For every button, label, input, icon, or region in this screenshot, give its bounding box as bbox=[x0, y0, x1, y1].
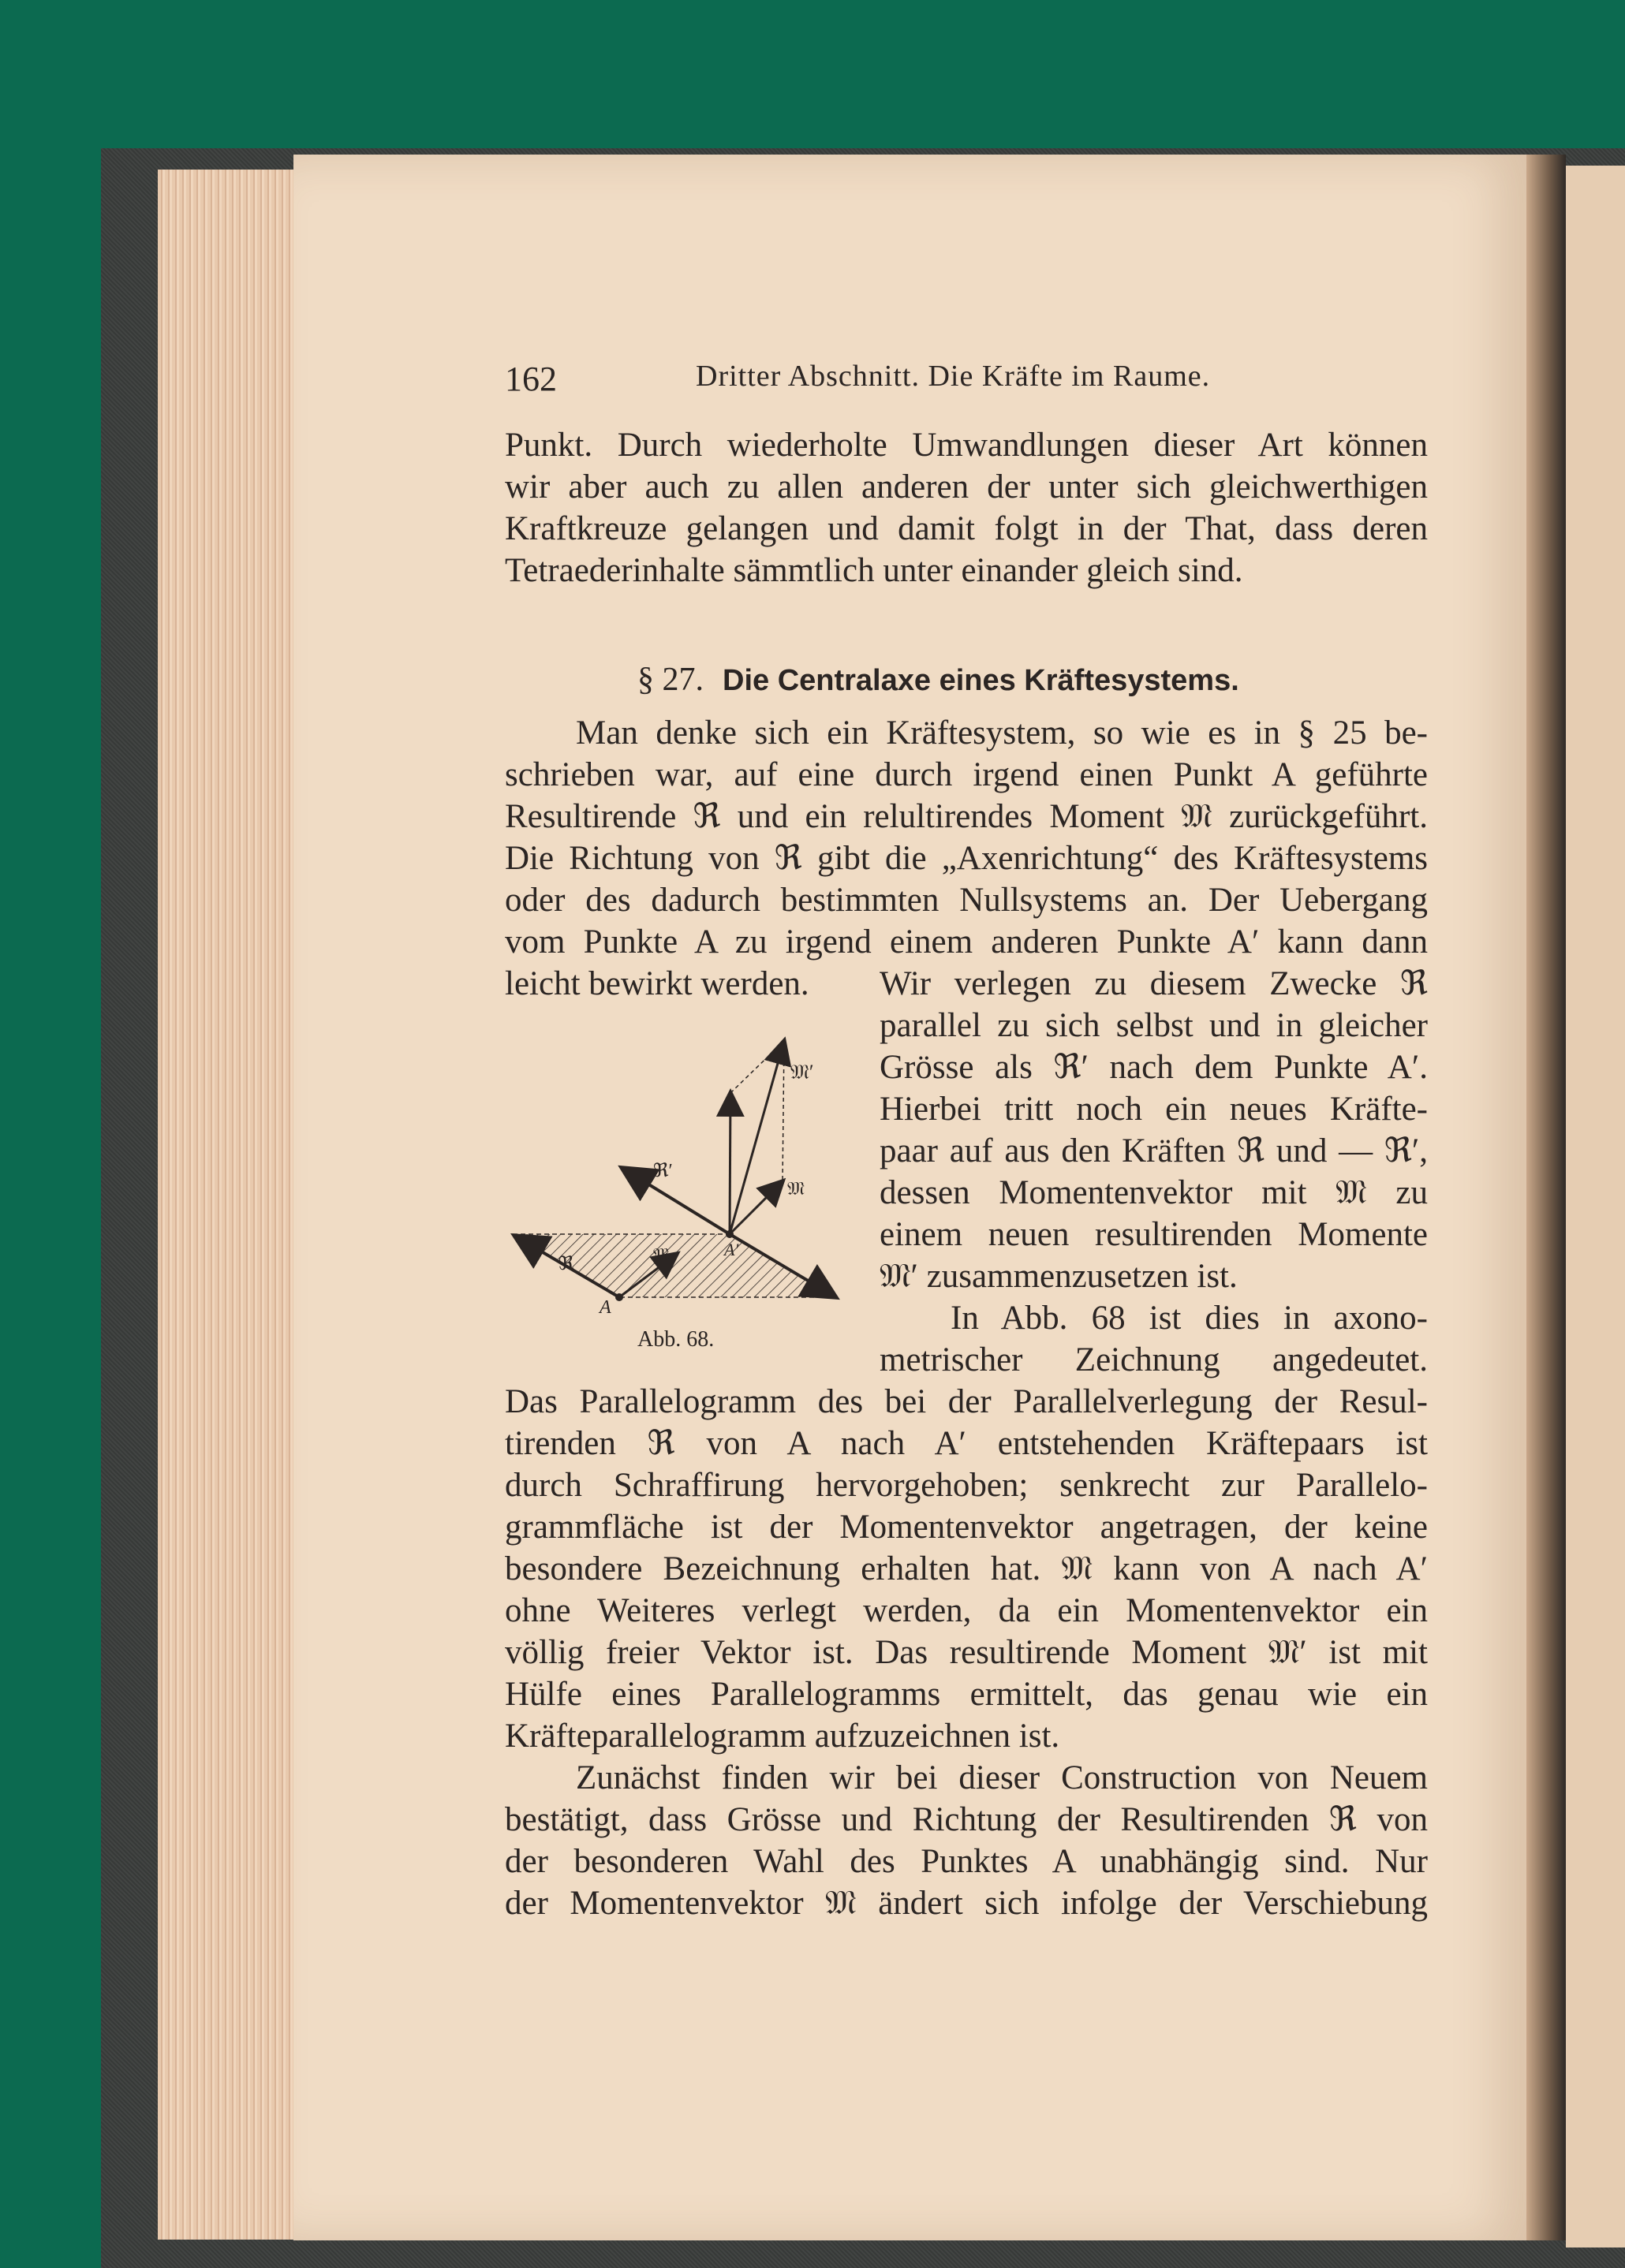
text-line: Resultirende ℜ und ein relultirendes Moment 𝔐 zurückgeführt. bbox=[505, 798, 1428, 835]
text-line: bestätigt, dass Grösse und Richtung der Resultirenden ℜ von bbox=[505, 1801, 1428, 1838]
text-line: Kräfteparallelogramm aufzuzeichnen ist. bbox=[505, 1718, 1060, 1755]
text-line: grammfläche ist der Momentenvektor angetragen, der keine bbox=[505, 1509, 1428, 1546]
text-line: metrischer Zeichnung angedeutet. bbox=[880, 1341, 1428, 1378]
text-line: Kraftkreuze gelangen und damit folgt in der That, dass deren bbox=[505, 510, 1428, 547]
point-a-prime bbox=[726, 1230, 734, 1238]
label-m-small: 𝔐 bbox=[653, 1244, 670, 1264]
text-line: durch Schraffirung hervorgehoben; senkrecht zur Parallelo- bbox=[505, 1467, 1428, 1504]
text-line: Das Parallelogramm des bei der Parallelverlegung der Resul- bbox=[505, 1383, 1428, 1420]
label-r-prime: ℜ′ bbox=[653, 1161, 673, 1181]
text-line: Grösse als ℜ′ nach dem Punkte A′. bbox=[880, 1049, 1428, 1086]
label-a-prime: A′ bbox=[724, 1240, 739, 1259]
text-line: Tetraederinhalte sämmtlich unter einander gleich sind. bbox=[505, 552, 1243, 589]
label-m-prime: 𝔐′ bbox=[790, 1061, 814, 1084]
text-line: vom Punkte A zu irgend einem anderen Punkte A′ kann dann bbox=[505, 923, 1428, 961]
book-gutter bbox=[1526, 155, 1566, 2240]
text-line: Zunächst finden wir bei dieser Construction von Neuem bbox=[576, 1759, 1428, 1796]
text-line: der Momentenvektor 𝔐 ändert sich infolge der Verschiebung bbox=[505, 1885, 1428, 1922]
text-line: parallel zu sich selbst und in gleicher bbox=[880, 1007, 1428, 1044]
text-line: ohne Weiteres verlegt werden, da ein Momentenvektor ein bbox=[505, 1592, 1428, 1629]
page-number: 162 bbox=[505, 360, 557, 398]
text-line: In Abb. 68 ist dies in axono- bbox=[951, 1300, 1428, 1337]
text-line: Hierbei tritt noch ein neues Kräfte- bbox=[880, 1091, 1428, 1128]
text-line: völlig freier Vektor ist. Das resultirende Moment 𝔐′ ist mit bbox=[505, 1634, 1428, 1671]
figure-caption: Abb. 68. bbox=[637, 1327, 715, 1352]
text-line: 𝔐′ zusammenzusetzen ist. bbox=[880, 1258, 1238, 1295]
figure-abb-68 bbox=[505, 1033, 852, 1364]
text-line: Wir verlegen zu diesem Zwecke ℜ bbox=[880, 965, 1428, 1002]
text-line: wir aber auch zu allen anderen der unter sich gleichwerthigen bbox=[505, 468, 1428, 505]
page-edges bbox=[158, 170, 300, 2240]
vector-m-prime bbox=[730, 1041, 784, 1234]
text-line: tirenden ℜ von A nach A′ entstehenden Kräftepaars ist bbox=[505, 1425, 1428, 1462]
text-line: einem neuen resultirenden Momente bbox=[880, 1216, 1428, 1253]
section-title: Die Centralaxe eines Kräftesystems. bbox=[723, 664, 1239, 697]
label-m: 𝔐 bbox=[787, 1179, 805, 1199]
text-line: besondere Bezeichnung erhalten hat. 𝔐 kann von A nach A′ bbox=[505, 1550, 1428, 1587]
text-line: oder des dadurch bestimmten Nullsystems an. Der Uebergang bbox=[505, 882, 1428, 919]
text-line: leicht bewirkt werden. bbox=[505, 965, 809, 1002]
label-r: ℜ bbox=[558, 1254, 574, 1274]
text-line: Man denke sich ein Kräftesystem, so wie es in § 25 be- bbox=[576, 714, 1428, 752]
text-line: Die Richtung von ℜ gibt die „Axenrichtung“ des Kräftesystems bbox=[505, 840, 1428, 877]
text-line: paar auf aus den Kräften ℜ und — ℜ′, bbox=[880, 1132, 1428, 1169]
text-line: Hülfe eines Parallelogramms ermittelt, das genau wie ein bbox=[505, 1676, 1428, 1713]
facing-page-edge bbox=[1566, 166, 1625, 2247]
construction-line bbox=[783, 1041, 784, 1181]
running-title: Dritter Abschnitt. Die Kräfte im Raume. bbox=[696, 360, 1211, 393]
text-line: schrieben war, auf eine durch irgend einen Punkt A geführte bbox=[505, 756, 1428, 793]
label-a: A bbox=[600, 1297, 611, 1318]
section-number: § 27. bbox=[637, 662, 704, 698]
section-heading bbox=[637, 661, 1239, 699]
text-line: dessen Momentenvektor mit 𝔐 zu bbox=[880, 1174, 1428, 1211]
point-a bbox=[615, 1293, 623, 1301]
text-line: der besonderen Wahl des Punktes A unabhängig sind. Nur bbox=[505, 1843, 1428, 1880]
vector-r-prime bbox=[623, 1169, 730, 1234]
text-line: Punkt. Durch wiederholte Umwandlungen dieser Art können bbox=[505, 427, 1428, 464]
